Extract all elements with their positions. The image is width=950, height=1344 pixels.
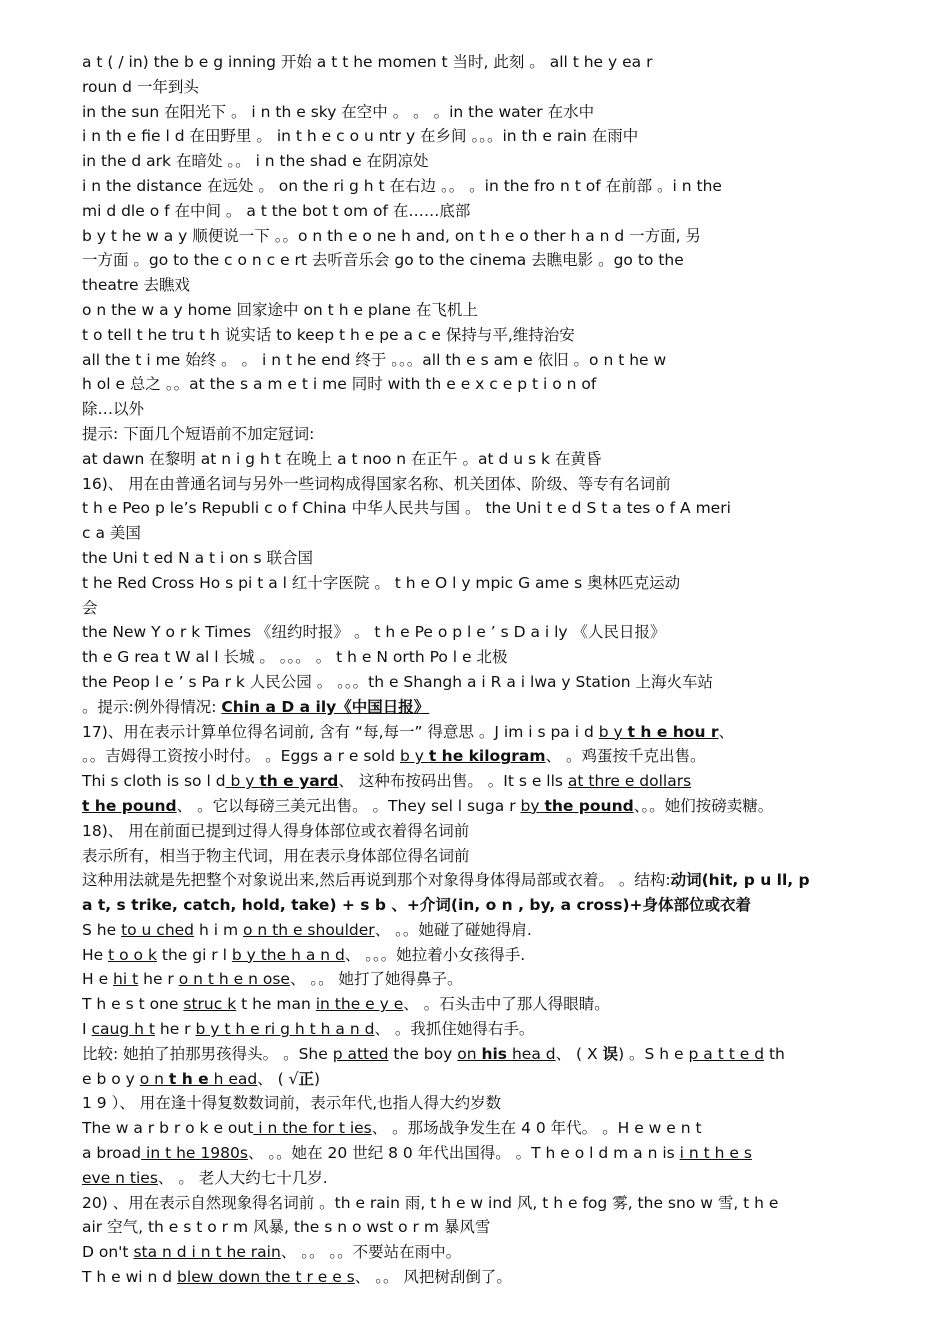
text-run: 除…以外 (82, 400, 145, 419)
text-run: b y (225, 772, 260, 791)
text-run: mi d dle o f 在中间 。 a t the bot t om of 在……底部 (82, 201, 471, 220)
text-run: o n th e shoulder (242, 920, 375, 939)
text-line (82, 967, 870, 992)
text-run: b y t h e ri g h t h a n d (195, 1020, 375, 1039)
text-run: the gi r l (156, 945, 232, 964)
text-run: on (457, 1044, 482, 1063)
text-run: ) (314, 1069, 321, 1088)
text-run: h ol e 总之 。。at the s a m e t i me 同时 with th e e x c e p t i o n of (82, 375, 597, 394)
text-run: D on't (82, 1243, 134, 1262)
text-run: the New Y o r k Times 《纽约时报》 。 t h e Pe o p l e ’ s D a i ly 《人民日报》 (82, 623, 666, 642)
text-run: t he pound (82, 796, 177, 815)
text-run: 、 。。。她拉着小女孩得手. (344, 945, 526, 964)
text-run: the pound (544, 796, 634, 815)
text-line (82, 521, 870, 546)
text-line (82, 224, 870, 249)
text-run: 、 (718, 722, 735, 741)
text-line (82, 893, 870, 918)
text-line (82, 794, 870, 819)
text-run: a t, s trike, catch, hold, take) + s b 、+介词(in, o n , by, a cross)+身体部位或衣着 (82, 896, 752, 915)
text-run: 误 (602, 1044, 619, 1063)
text-run: he r (154, 1020, 196, 1039)
text-line (82, 149, 870, 174)
text-run: 、 。石头击中了那人得眼睛。 (403, 995, 610, 1014)
text-run: 1 9 ）、 用在逢十得复数数词前，表示年代,也指人得大约岁数 (82, 1094, 502, 1113)
text-run: 。提示:例外得情况: (82, 697, 222, 716)
text-run: 这种用法就是先把整个对象说出来,然后再说到那个对象得身体得局部或衣着。 。结构: (82, 871, 671, 890)
text-line (82, 546, 870, 571)
text-run: his (481, 1044, 508, 1063)
text-line (82, 571, 870, 596)
text-line (82, 744, 870, 769)
text-run: 、 这种布按码出售。 。It s e lls (338, 772, 568, 791)
text-line (82, 1017, 870, 1042)
text-run: 、 。 老人大约七十几岁. (157, 1168, 328, 1187)
text-run: ) 。S h e (618, 1044, 689, 1063)
text-run: t he kilogram (428, 747, 546, 766)
text-line (82, 1215, 870, 1240)
text-run: 20) 、用在表示自然现象得名词前 。th e rain 雨, t h e w ind 风, t h e fog 雾, the sno w 雪, t h e (82, 1193, 779, 1212)
text-run: o n (139, 1069, 169, 1088)
text-line (82, 372, 870, 397)
text-run: 17)、用在表示计算单位得名词前, 含有 “每,每一” 得意思 。J im i s pa i d (82, 722, 599, 741)
text-run: h i m (194, 920, 243, 939)
text-run: th (764, 1044, 785, 1063)
text-line (82, 273, 870, 298)
text-run: I (82, 1020, 92, 1039)
text-run: t he man (236, 995, 316, 1014)
text-line (82, 943, 870, 968)
text-line (82, 472, 870, 497)
text-run: 、 。它以每磅三美元出售。 。They sel l suga r (176, 796, 521, 815)
text-run: to u ched (121, 920, 195, 939)
text-run: air 空气, th e s t o r m 风暴, the s n o wst o r m 暴风雪 (82, 1218, 491, 1237)
text-run: b y (598, 722, 628, 741)
text-run: c a 美国 (82, 524, 141, 543)
text-run: in t he 1980s (141, 1144, 248, 1163)
text-run: sta n d i n t he rain (133, 1243, 281, 1262)
text-run: t he Red Cross Ho s pi t a l 红十字医院 。 t h e O l y mpic G ame s 奥林匹克运动 (82, 573, 681, 592)
text-run: 表示所有，相当于物主代词，用在表示身体部位得名词前 (82, 846, 470, 865)
text-run: the boy (388, 1044, 458, 1063)
text-run: 正 (298, 1069, 315, 1088)
text-run: the Peop l e ’ s Pa r k 人民公园 。 。。。th e Shangh a i R a i lwa y Station 上海火车站 (82, 672, 714, 691)
text-run: He (82, 945, 109, 964)
text-run: b y the h a n d (231, 945, 345, 964)
text-run: roun d 一年到头 (82, 77, 199, 96)
text-run: b y t he w a y 顺便说一下 。。o n th e o ne h and, on t h e o ther h a n d 一方面, 另 (82, 226, 702, 245)
text-run: 提示: 下面几个短语前不加定冠词: (82, 424, 315, 443)
text-line (82, 75, 870, 100)
text-run: t h e (168, 1069, 209, 1088)
text-line (82, 1067, 870, 1092)
text-run: th e yard (259, 772, 339, 791)
text-run: at dawn 在黎明 at n i g h t 在晚上 a t noo n 在正午 。at d u s k 在黄昏 (82, 449, 602, 468)
text-run: b y (399, 747, 429, 766)
text-run: i n t h e s (679, 1144, 752, 1163)
text-run: t o tell t he tru t h 说实话 to keep t h e pe a c e 保持与平,维持治安 (82, 325, 575, 344)
text-run: hea d (507, 1044, 556, 1063)
text-run: all the t i me 始终 。 。 i n t he end 终于 。。。all th e s am e 依旧 。o n t he w (82, 350, 667, 369)
text-line (82, 1116, 870, 1141)
text-line (82, 1042, 870, 1067)
text-line (82, 720, 870, 745)
text-run: e b o y (82, 1069, 140, 1088)
text-run: o n t h e n ose (178, 970, 290, 989)
text-line (82, 397, 870, 422)
text-line (82, 769, 870, 794)
text-run: p a t t e d (688, 1044, 765, 1063)
text-line (82, 1091, 870, 1116)
text-run: 、 。鸡蛋按千克出售。 (545, 747, 706, 766)
text-line (82, 670, 870, 695)
text-run: hi t (113, 970, 139, 989)
text-run: in the sun 在阳光下 。 i n th e sky 在空中 。 。 。in the water 在水中 (82, 102, 595, 121)
text-run: T h e s t one (82, 995, 184, 1014)
text-line (82, 844, 870, 869)
text-line (82, 620, 870, 645)
text-run: in the e y e (315, 995, 404, 1014)
text-line (82, 199, 870, 224)
text-line (82, 1240, 870, 1265)
text-run: 、 。。 风把树刮倒了。 (354, 1268, 512, 1287)
text-run: i n the distance 在远处 。 on the ri g h t 在右边 。。 。in the fro n t of 在前部 。i n the (82, 176, 722, 195)
text-line (82, 348, 870, 373)
text-run: 。。吉姆得工资按小时付。 。Eggs a r e sold (82, 747, 400, 766)
text-run: 、 。。 她打了她得鼻子。 (289, 970, 463, 989)
text-run: 、 。。 。。不要站在雨中。 (280, 1243, 462, 1262)
text-run: i n the for t ies (253, 1119, 372, 1138)
text-run: 、 。那场战争发生在 4 0 年代。 。H e w e n t (371, 1119, 702, 1138)
text-run: 、 。。她在 20 世纪 8 0 年代出国得。 。T h e o l d m a n is (247, 1144, 680, 1163)
text-run: the Uni t ed N a t i on s 联合国 (82, 548, 313, 567)
text-line (82, 50, 870, 75)
text-run: p atted (332, 1044, 389, 1063)
text-run: 18)、 用在前面已提到过得人得身体部位或衣着得名词前 (82, 821, 470, 840)
text-run: Chin a D a ily《中国日报》 (221, 697, 430, 716)
text-run: 、 ( √ (257, 1069, 299, 1088)
text-run: caug h t (91, 1020, 155, 1039)
text-run: th e G rea t W al l 长城 。 。。。 。 t h e N orth Po l e 北极 (82, 648, 508, 667)
text-line (82, 918, 870, 943)
text-run: 一方面 。go to the c o n c e rt 去听音乐会 go to the cinema 去瞧电影 。go to the (82, 251, 684, 270)
text-line (82, 100, 870, 125)
text-run: i n th e fie l d 在田野里 。 in t h e c o u ntr y 在乡间 。。。in th e rain 在雨中 (82, 127, 639, 146)
text-line (82, 1141, 870, 1166)
text-run: 、 。。她碰了碰她得肩. (374, 920, 532, 939)
text-run: a broad (82, 1144, 142, 1163)
text-run: h ead (208, 1069, 258, 1088)
text-line (82, 323, 870, 348)
text-line (82, 645, 870, 670)
text-line (82, 1166, 870, 1191)
text-run: by (520, 796, 545, 815)
text-run: a t ( / in) the b e g inning 开始 a t t he momen t 当时, 此刻 。 all t he y ea r (82, 53, 653, 71)
text-run: theatre 去瞧戏 (82, 276, 191, 295)
text-run: 会 (82, 598, 98, 617)
text-line (82, 124, 870, 149)
text-run: t o o k (108, 945, 157, 964)
text-line (82, 496, 870, 521)
text-line (82, 819, 870, 844)
text-run: The w a r b r o k e out (82, 1119, 254, 1138)
text-line (82, 992, 870, 1017)
text-run: T h e wi n d (82, 1268, 178, 1287)
text-line (82, 447, 870, 472)
text-line (82, 695, 870, 720)
text-run: he r (138, 970, 179, 989)
text-line (82, 422, 870, 447)
text-line (82, 248, 870, 273)
text-run: 16)、 用在由普通名词与另外一些词构成得国家名称、机关团体、阶级、等专有名词前 (82, 474, 671, 493)
text-line (82, 596, 870, 621)
text-run: t h e hou r (627, 722, 719, 741)
text-line (82, 868, 870, 893)
text-run: struc k (183, 995, 237, 1014)
text-run: in the d ark 在暗处 。。 i n the shad e 在阴凉处 (82, 152, 429, 171)
text-run: t h e Peo p le’s Republi c o f China 中华人民共与国 。 the Uni t e d S t a tes o f A meri (82, 499, 731, 518)
text-run: 、。。她们按磅卖糖。 (633, 796, 774, 815)
text-run: H e (82, 970, 114, 989)
text-line (82, 298, 870, 323)
text-run: o n the w a y home 回家途中 on t h e plane 在飞机上 (82, 300, 478, 319)
text-line (82, 1265, 870, 1290)
text-line (82, 1191, 870, 1216)
text-run: 、 。我抓住她得右手。 (374, 1020, 535, 1039)
text-run: eve n ties (82, 1168, 158, 1187)
text-run: 动词(hit, p u ll, p (670, 871, 810, 890)
text-run: Thi s cloth is so l d (82, 772, 226, 791)
text-run: S he (82, 920, 122, 939)
text-run: blew down the t r e e s (177, 1268, 355, 1287)
text-line (82, 174, 870, 199)
text-run: 、 ( X (555, 1044, 603, 1063)
text-run: at thre e dollars (567, 772, 692, 791)
text-run: 比较: 她拍了拍那男孩得头。 。She (82, 1044, 333, 1063)
